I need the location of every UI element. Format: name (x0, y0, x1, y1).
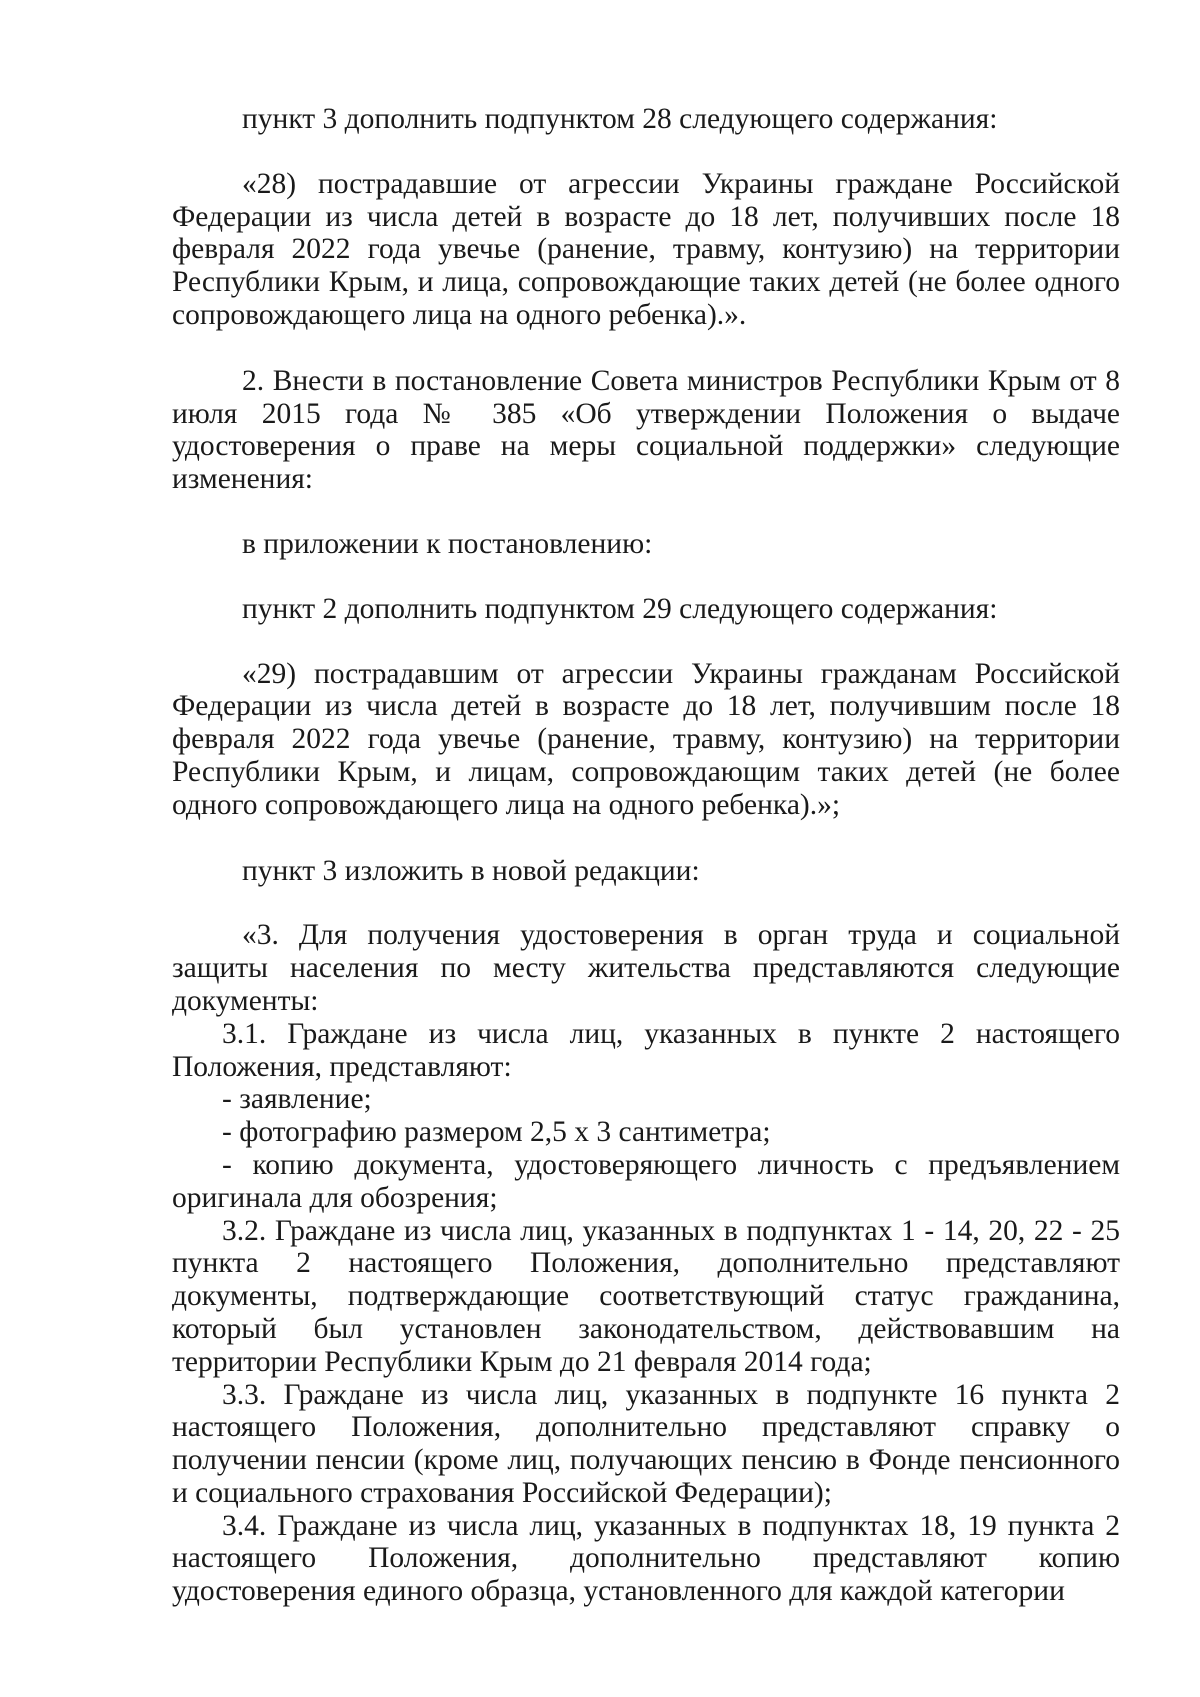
list-item-3-1: 3.1. Граждане из числа лиц, указанных в пункте 2 настоящего Положения, представляют: (172, 1017, 1120, 1083)
paragraph-amendment-2: 2. Внести в постановление Совета министров Республики Крым от 8 июля 2015 года № 385 «Об утверждении Положения о выдаче удостоверения о праве на меры социальной поддержки» следующие изменения: (172, 364, 1120, 496)
list-item-3-4: 3.4. Граждане из числа лиц, указанных в подпунктах 18, 19 пункта 2 настоящего Положения, дополнительно представляют копию удостоверения единого образца, установленного для каждой категории (172, 1509, 1120, 1608)
paragraph-subitem-28: «28) пострадавшие от агрессии Украины граждане Российской Федерации из числа детей в возрасте до 18 лет, получивших после 18 февраля 2022 года увечье (ранение, травму, контузию) на территории Республики Крым, и лица, сопровождающие таких детей (не более одного сопровождающего лица на одного ребенка).». (172, 167, 1120, 331)
paragraph-item3-text: «3. Для получения удостоверения в орган труда и социальной защиты населения по месту жительства представляются следующие документы: (172, 919, 1120, 1017)
paragraph-subitem-29: «29) пострадавшим от агрессии Украины гражданам Российской Федерации из числа детей в возрасте до 18 лет, получившим после 18 февраля 2022 года увечье (ранение, травму, контузию) на территории Республики Крым, и лицам, сопровождающим таких детей (не более одного сопровождающего лица на одного ребенка).»; (172, 657, 1120, 821)
list-item-3-3: 3.3. Граждане из числа лиц, указанных в подпункте 16 пункта 2 настоящего Положения, дополнительно представляют справку о получении пенсии (кроме лиц, получающих пенсию в Фонде пенсионного и социального страхования Российской Федерации); (172, 1378, 1120, 1509)
paragraph-item3-new: пункт 3 изложить в новой редакции: (242, 854, 700, 887)
paragraph-item2-intro: пункт 2 дополнить подпунктом 29 следующего содержания: (242, 592, 998, 625)
list-item-application: - заявление; (222, 1083, 372, 1116)
list-item-3-2: 3.2. Граждане из числа лиц, указанных в подпунктах 1 - 14, 20, 22 - 25 пункта 2 настоящего Положения, дополнительно представляют документы, подтверждающие соответствующий статус гражданина, который был установлен законодательством, действовавшим на территории Республики Крым до 21 февраля 2014 года; (172, 1214, 1120, 1378)
paragraph-item3-intro: пункт 3 дополнить подпунктом 28 следующего содержания: (242, 103, 998, 135)
list-item-id-copy: - копию документа, удостоверяющего личность с предъявлением оригинала для обозрения; (172, 1148, 1120, 1214)
document-body (172, 103, 1120, 1608)
list-item-photo: - фотографию размером 2,5 x 3 сантиметра; (222, 1116, 771, 1149)
paragraph-appendix: в приложении к постановлению: (242, 527, 653, 560)
